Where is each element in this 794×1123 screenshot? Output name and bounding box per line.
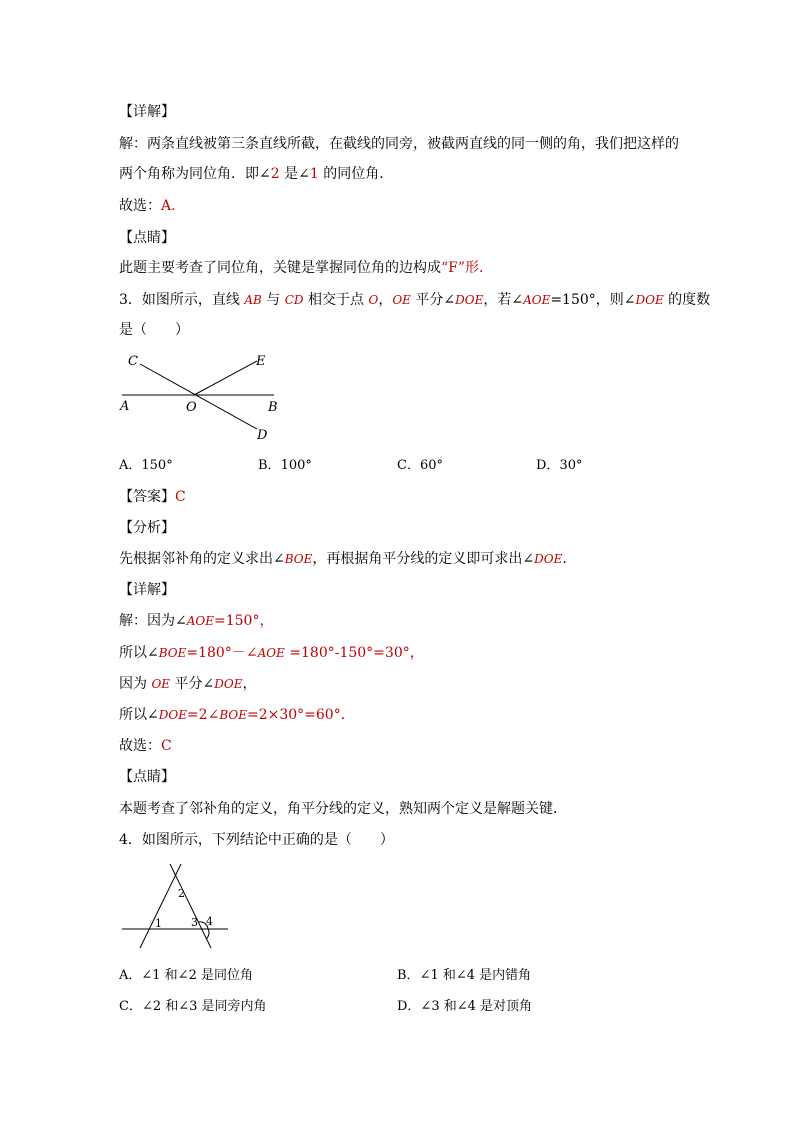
label-b: B bbox=[268, 400, 278, 415]
option-key: B． bbox=[397, 968, 420, 983]
text: 所以∠ bbox=[119, 645, 159, 661]
math: BOE bbox=[284, 552, 313, 566]
text: =150°， bbox=[214, 613, 274, 629]
q3-option-b[interactable] bbox=[258, 456, 312, 476]
option-key: A． bbox=[119, 968, 142, 983]
option-key: B． bbox=[258, 458, 281, 473]
q3-analysis bbox=[119, 549, 576, 569]
left-transversal bbox=[140, 864, 181, 948]
label-1: 1 bbox=[155, 917, 162, 930]
q3-answer bbox=[119, 487, 186, 507]
text: =180°－∠ bbox=[186, 645, 258, 661]
answer-prefix: 故选： bbox=[119, 738, 161, 754]
text: 相交于点 bbox=[303, 292, 369, 308]
text: 所以∠ bbox=[119, 707, 159, 723]
option-value: ∠3 和∠4 是对顶角 bbox=[420, 999, 533, 1014]
text: 解：因为∠ bbox=[119, 613, 187, 629]
q3-detail-4 bbox=[119, 705, 355, 725]
answer-value: C bbox=[161, 738, 172, 754]
detail-heading: 【详解】 bbox=[119, 104, 175, 120]
math: BOE bbox=[219, 708, 247, 722]
label-c: C bbox=[128, 354, 138, 369]
option-value: ∠1 和∠2 是同位角 bbox=[141, 968, 253, 983]
label-4: 4 bbox=[206, 915, 213, 928]
math: AOE bbox=[523, 293, 551, 307]
label-e: E bbox=[256, 354, 266, 369]
text: 的同位角． bbox=[318, 166, 394, 182]
answer-line bbox=[119, 196, 185, 216]
text: ， bbox=[242, 676, 257, 692]
text: ， bbox=[378, 292, 393, 308]
text: 平分∠ bbox=[170, 676, 215, 692]
line-cd bbox=[140, 364, 257, 429]
text: ，若∠ bbox=[483, 292, 524, 308]
option-value: ∠1 和∠4 是内错角 bbox=[419, 968, 532, 983]
option-value: 30° bbox=[559, 458, 583, 473]
q3-detail-heading: 【详解】 bbox=[119, 582, 175, 598]
math: AOE bbox=[186, 614, 214, 628]
text: =150°，则∠ bbox=[550, 292, 636, 308]
text: ． bbox=[562, 551, 577, 567]
option-key: C． bbox=[119, 999, 142, 1014]
q4-option-a[interactable] bbox=[119, 966, 253, 986]
detail-line-2 bbox=[119, 164, 393, 184]
text: 3．如图所示，直线 bbox=[119, 292, 245, 308]
math: DOE bbox=[455, 293, 484, 307]
math: OE bbox=[151, 677, 171, 691]
answer-prefix: 故选： bbox=[119, 198, 161, 214]
text: =2×30°=60°． bbox=[246, 707, 355, 723]
q4-option-d[interactable] bbox=[397, 997, 532, 1017]
q3-option-d[interactable] bbox=[536, 456, 582, 476]
comment-text bbox=[119, 258, 493, 278]
math: O bbox=[368, 293, 379, 307]
q3-answer-2 bbox=[119, 736, 172, 756]
option-key: D． bbox=[397, 999, 421, 1014]
option-value: 150° bbox=[141, 458, 173, 473]
math: AOE bbox=[257, 646, 285, 660]
answer-heading: 【答案】 bbox=[119, 489, 175, 505]
label-d: D bbox=[257, 428, 268, 443]
label-a: A bbox=[120, 399, 130, 414]
answer-value: A． bbox=[161, 198, 186, 214]
q3-detail-2 bbox=[119, 643, 424, 663]
q3-stem-line2: 是（ ） bbox=[119, 322, 189, 338]
option-value: ∠2 和∠3 是同旁内角 bbox=[141, 999, 267, 1014]
math: DOE bbox=[158, 708, 187, 722]
q3-analysis-heading: 【分析】 bbox=[119, 520, 175, 536]
math: DOE bbox=[534, 552, 563, 566]
q3-option-c[interactable] bbox=[397, 456, 443, 476]
comment-heading: 【点睛】 bbox=[119, 230, 175, 246]
text: 两个角称为同位角．即∠ bbox=[119, 166, 271, 182]
q3-detail-1 bbox=[119, 611, 273, 631]
label-o: O bbox=[186, 400, 197, 415]
text: =180°-150°=30°， bbox=[284, 645, 424, 661]
quote: “F”形． bbox=[441, 260, 494, 276]
q3-comment: 本题考查了邻补角的定义，角平分线的定义，熟知两个定义是解题关键． bbox=[119, 801, 567, 817]
angle-number: 2 bbox=[270, 166, 280, 182]
text: 与 bbox=[261, 292, 285, 308]
detail-line-1: 解：两条直线被第三条直线所截，在截线的同旁，被截两直线的同一侧的角，我们把这样的 bbox=[119, 136, 679, 152]
text: 是∠ bbox=[279, 166, 310, 182]
q3-comment-heading: 【点睛】 bbox=[119, 769, 175, 785]
text: 此题主要考查了同位角，关键是掌握同位角的边构成 bbox=[119, 260, 441, 276]
text: 的度数 bbox=[663, 292, 711, 308]
q3-option-a[interactable] bbox=[119, 456, 173, 476]
text: 先根据邻补角的定义求出∠ bbox=[119, 551, 285, 567]
angle-number: 1 bbox=[309, 166, 319, 182]
angle-arc-4 bbox=[206, 929, 209, 939]
q4-option-c[interactable] bbox=[119, 997, 267, 1017]
option-value: 100° bbox=[280, 458, 312, 473]
q4-option-b[interactable] bbox=[397, 966, 531, 986]
option-key: C． bbox=[397, 458, 420, 473]
math: BOE bbox=[158, 646, 187, 660]
q3-stem bbox=[119, 290, 710, 310]
math: DOE bbox=[214, 677, 243, 691]
q3-figure bbox=[114, 348, 294, 444]
answer-value: C bbox=[175, 489, 186, 505]
text: ，再根据角平分线的定义即可求出∠ bbox=[312, 551, 535, 567]
option-key: A． bbox=[119, 458, 142, 473]
label-3: 3 bbox=[191, 916, 198, 929]
math: OE bbox=[392, 293, 411, 307]
math: DOE bbox=[635, 293, 664, 307]
text: 平分∠ bbox=[410, 292, 456, 308]
option-value: 60° bbox=[419, 458, 443, 473]
option-key: D． bbox=[536, 458, 560, 473]
ray-oe bbox=[194, 361, 257, 395]
text: =2∠ bbox=[186, 707, 220, 723]
right-transversal bbox=[170, 864, 211, 948]
math: CD bbox=[284, 293, 304, 307]
math: AB bbox=[244, 293, 262, 307]
text: 因为 bbox=[119, 676, 152, 692]
q4-stem: 4．如图所示，下列结论中正确的是（ ） bbox=[119, 832, 394, 848]
label-2: 2 bbox=[178, 887, 185, 900]
q4-figure bbox=[118, 860, 233, 955]
q3-detail-3 bbox=[119, 674, 256, 694]
